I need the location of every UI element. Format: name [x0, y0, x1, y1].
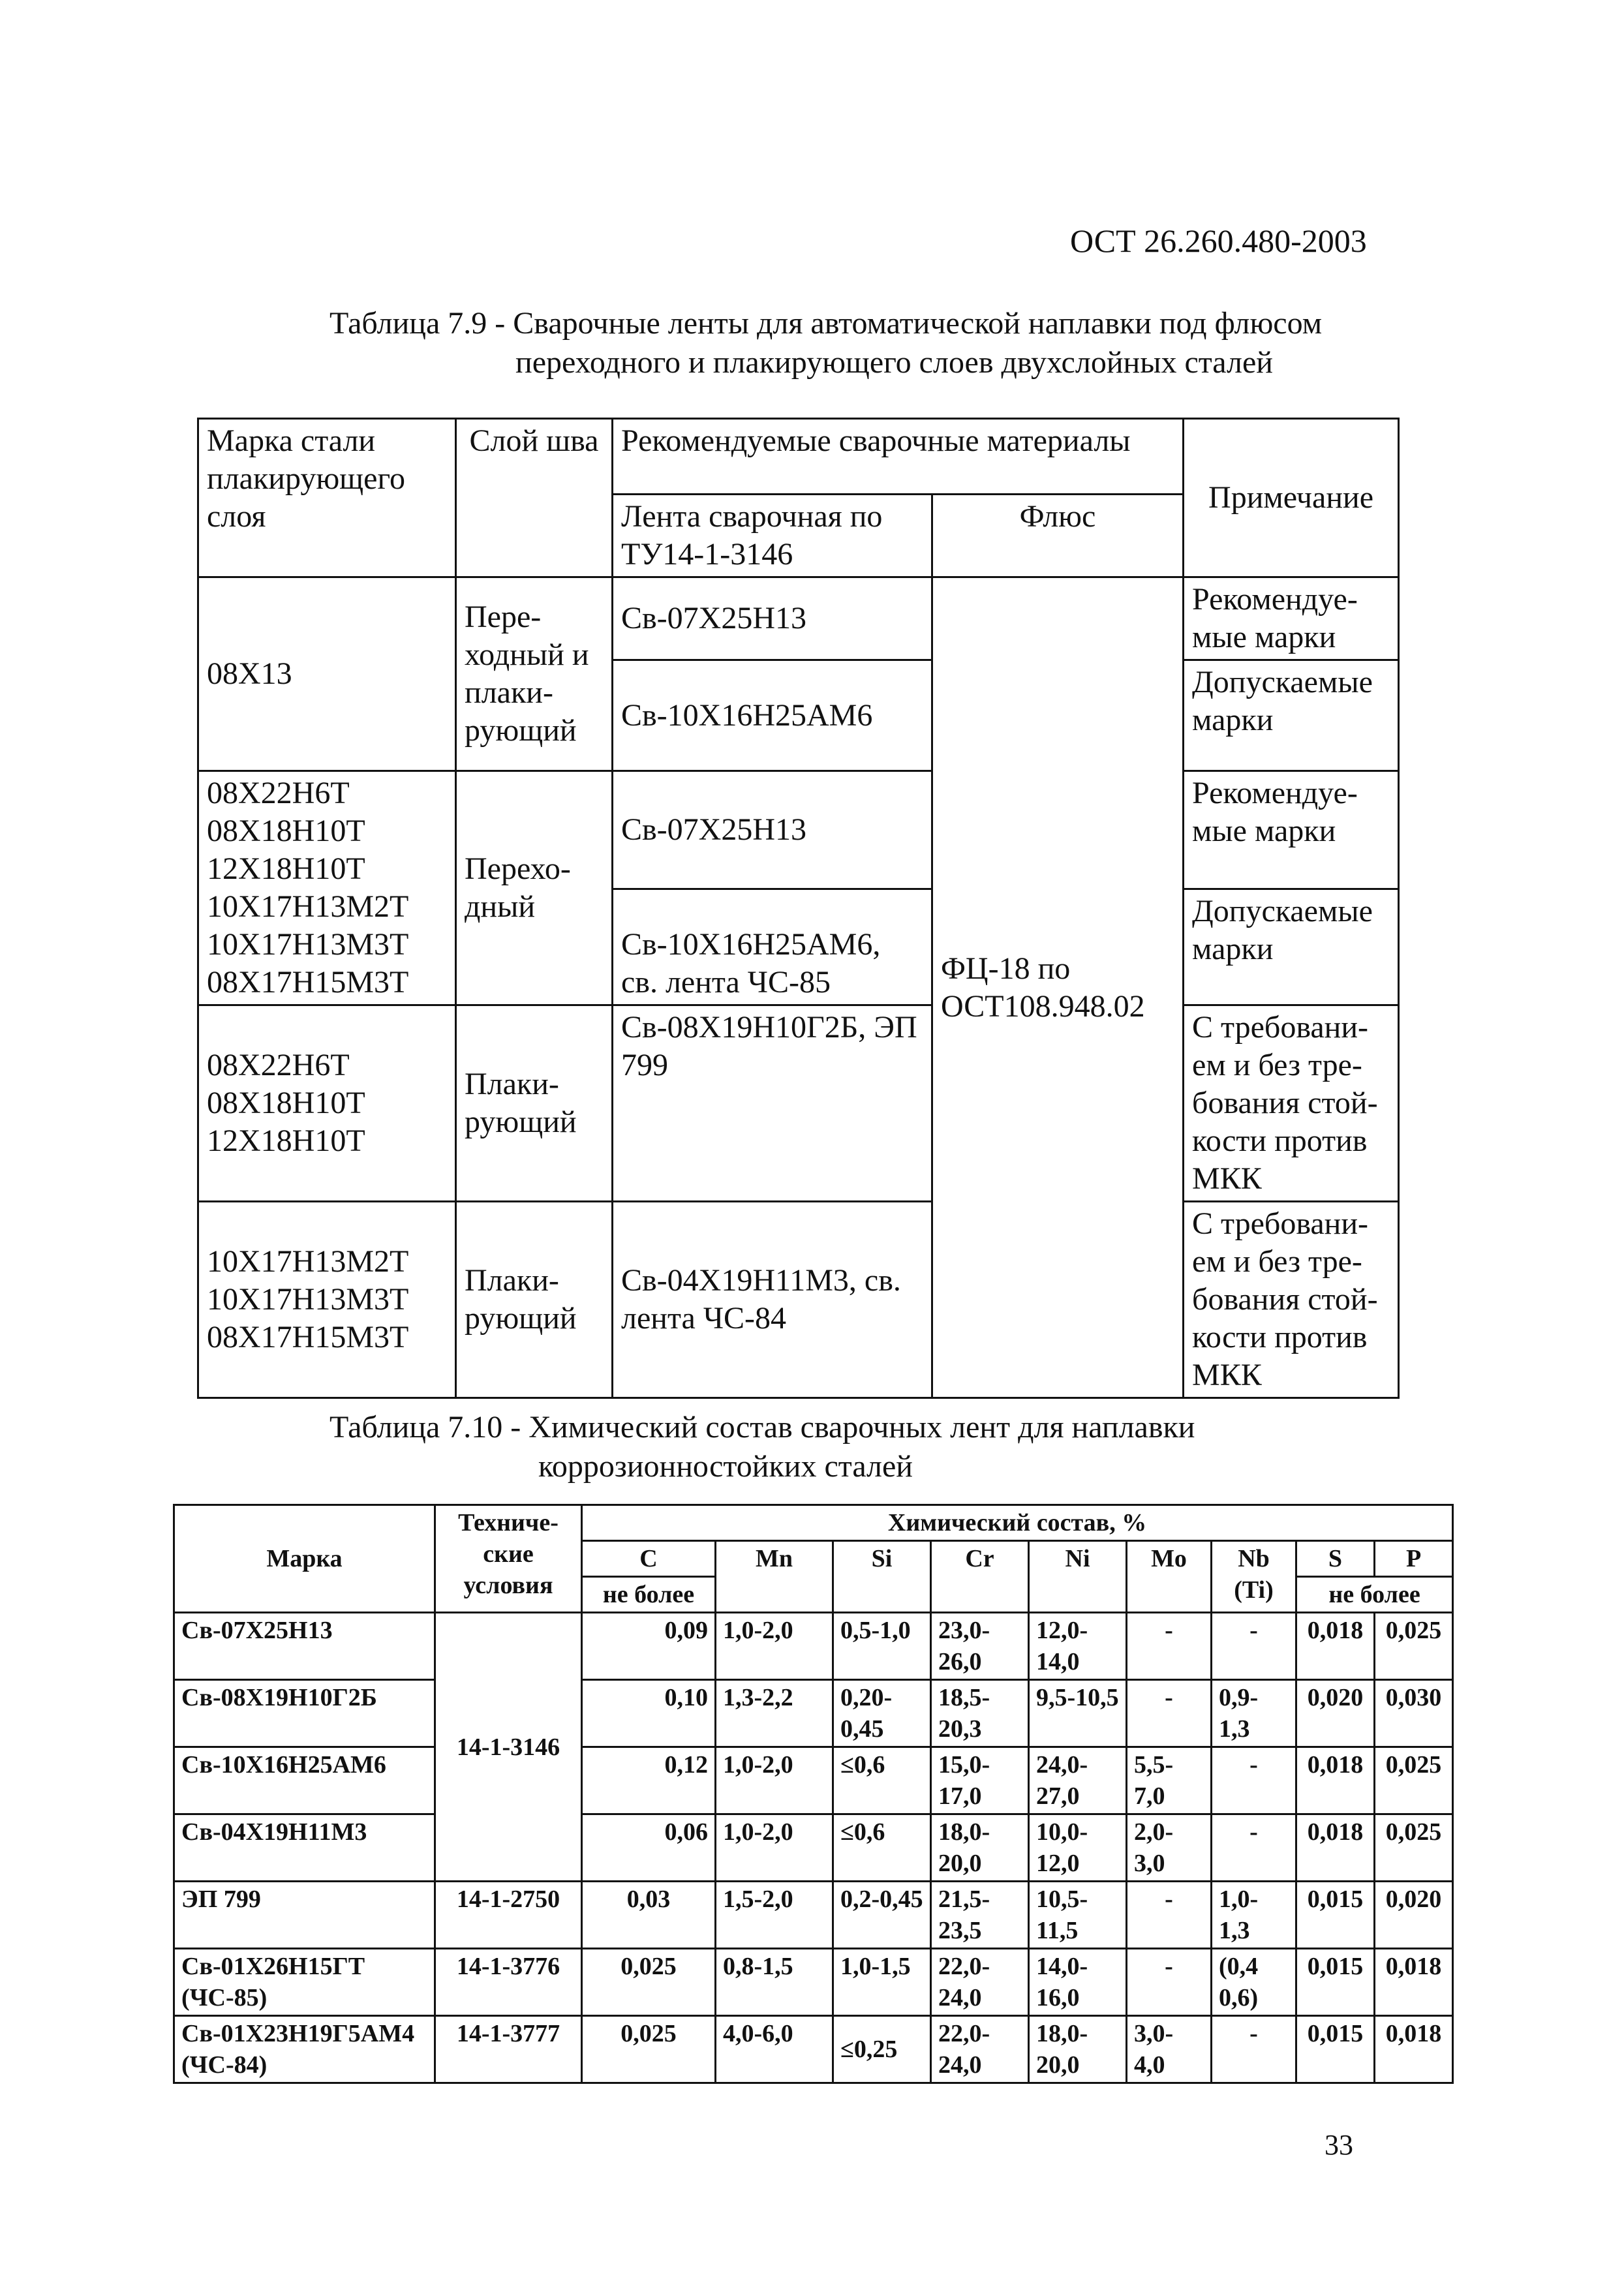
- th-col: Ni: [1029, 1541, 1127, 1613]
- row-si: ≤0,25: [833, 2016, 931, 2083]
- row-si: ≤0,6: [833, 1814, 931, 1882]
- row-mo: -: [1127, 1613, 1212, 1680]
- th-chem: Химический состав, %: [582, 1505, 1453, 1541]
- th-col: Si: [833, 1541, 931, 1613]
- note-cell: Допускаемые марки: [1184, 660, 1399, 771]
- row-si: 0,2-0,45: [833, 1882, 931, 1949]
- tape-cell: Св-04Х19Н11М3, св. лента ЧС-84: [613, 1202, 932, 1398]
- th-note: Примечание: [1184, 419, 1399, 577]
- row-mo: 2,0-3,0: [1127, 1814, 1212, 1882]
- th-materials: Рекомендуемые сварочные материалы: [613, 419, 1184, 495]
- flux-cell: ФЦ-18 по ОСТ108.948.02: [932, 577, 1184, 1398]
- row-mn: 4,0-6,0: [716, 2016, 833, 2083]
- row-p: 0,025: [1375, 1613, 1453, 1680]
- row-si: ≤0,6: [833, 1747, 931, 1814]
- row-mo: 3,0-4,0: [1127, 2016, 1212, 2083]
- row-si: 1,0-1,5: [833, 1949, 931, 2016]
- row-mo: -: [1127, 1949, 1212, 2016]
- row-ni: 9,5-10,5: [1029, 1680, 1127, 1747]
- row-mo: -: [1127, 1882, 1212, 1949]
- steel-cell: 08Х22Н6Т 08Х18Н10Т 12Х18Н10Т: [198, 1005, 456, 1202]
- row-cr: 18,0-20,0: [931, 1814, 1029, 1882]
- row-c: 0,10: [582, 1680, 716, 1747]
- chemical-composition-table: [173, 1504, 1454, 2084]
- row-cr: 21,5-23,5: [931, 1882, 1029, 1949]
- row-s: 0,018: [1296, 1747, 1375, 1814]
- row-mark: Св-10Х16Н25АМ6: [174, 1747, 435, 1814]
- tape-cell: Св-07Х25Н13: [613, 577, 932, 660]
- th-col: Cr: [931, 1541, 1029, 1613]
- th-steel: Марка стали плакирующего слоя: [198, 419, 456, 577]
- row-s: 0,015: [1296, 1882, 1375, 1949]
- th-flux: Флюс: [932, 495, 1184, 577]
- th-sp-note: не более: [1296, 1577, 1453, 1613]
- row-mo: -: [1127, 1680, 1212, 1747]
- row-c: 0,09: [582, 1613, 716, 1680]
- row-ni: 10,0-12,0: [1029, 1814, 1127, 1882]
- row-nb: 0,9-1,3: [1212, 1680, 1296, 1747]
- th-col: S: [1296, 1541, 1375, 1577]
- steel-cell: 10Х17Н13М2Т 10Х17Н13М3Т 08Х17Н15М3Т: [198, 1202, 456, 1398]
- row-mark: Св-01Х23Н19Г5АМ4 (ЧС-84): [174, 2016, 435, 2083]
- row-nb: 1,0-1,3: [1212, 1882, 1296, 1949]
- steel-cell: 08Х22Н6Т 08Х18Н10Т 12Х18Н10Т 10Х17Н13М2Т 10Х17Н13М3Т 08Х17Н15М3Т: [198, 771, 456, 1005]
- row-mark: Св-07Х25Н13: [174, 1613, 435, 1680]
- row-p: 0,025: [1375, 1747, 1453, 1814]
- row-mn: 1,5-2,0: [716, 1882, 833, 1949]
- row-mn: 1,3-2,2: [716, 1680, 833, 1747]
- th-col: Nb (Ti): [1212, 1541, 1296, 1613]
- row-s: 0,015: [1296, 2016, 1375, 2083]
- layer-cell: Плаки-рующий: [456, 1005, 613, 1202]
- th-c-note: не более: [582, 1577, 716, 1613]
- row-s: 0,018: [1296, 1814, 1375, 1882]
- row-mn: 1,0-2,0: [716, 1613, 833, 1680]
- row-c: 0,12: [582, 1747, 716, 1814]
- row-nb: -: [1212, 1747, 1296, 1814]
- row-mn: 0,8-1,5: [716, 1949, 833, 2016]
- layer-cell: Пере-ходный и плаки-рующий: [456, 577, 613, 771]
- th-col: C: [582, 1541, 716, 1577]
- row-p: 0,030: [1375, 1680, 1453, 1747]
- row-c: 0,025: [582, 2016, 716, 2083]
- table2-caption: Таблица 7.10 - Химический состав сварочных лент для наплавки: [329, 1410, 1195, 1444]
- th-col: Mo: [1127, 1541, 1212, 1613]
- row-cr: 23,0-26,0: [931, 1613, 1029, 1680]
- row-nb: -: [1212, 2016, 1296, 2083]
- row-p: 0,020: [1375, 1882, 1453, 1949]
- table1-caption-cont: переходного и плакирующего слоев двухслойных сталей: [515, 345, 1273, 380]
- table2-caption-cont: коррозионностойких сталей: [538, 1449, 913, 1484]
- tape-cell: Св-10Х16Н25АМ6, св. лента ЧС-85: [613, 889, 932, 1005]
- row-s: 0,018: [1296, 1613, 1375, 1680]
- row-cr: 15,0-17,0: [931, 1747, 1029, 1814]
- row-nb: -: [1212, 1814, 1296, 1882]
- row-nb: -: [1212, 1613, 1296, 1680]
- row-tech: 14-1-3776: [435, 1949, 582, 2016]
- tape-cell: Св-08Х19Н10Г2Б, ЭП 799: [613, 1005, 932, 1202]
- row-tech: 14-1-3146: [435, 1613, 582, 1882]
- row-p: 0,018: [1375, 2016, 1453, 2083]
- row-tech: 14-1-3777: [435, 2016, 582, 2083]
- th-layer: Слой шва: [456, 419, 613, 577]
- row-si: 0,20-0,45: [833, 1680, 931, 1747]
- row-mn: 1,0-2,0: [716, 1747, 833, 1814]
- note-cell: Рекомендуе-мые марки: [1184, 577, 1399, 660]
- row-s: 0,020: [1296, 1680, 1375, 1747]
- row-s: 0,015: [1296, 1949, 1375, 2016]
- th-col: P: [1375, 1541, 1453, 1577]
- page-number: 33: [1325, 2129, 1353, 2161]
- row-tech: 14-1-2750: [435, 1882, 582, 1949]
- table1-caption: Таблица 7.9 - Сварочные ленты для автоматической наплавки под флюсом: [329, 306, 1323, 341]
- row-cr: 18,5-20,3: [931, 1680, 1029, 1747]
- row-ni: 14,0-16,0: [1029, 1949, 1127, 2016]
- steel-cell: 08Х13: [198, 577, 456, 771]
- row-mark: Св-08Х19Н10Г2Б: [174, 1680, 435, 1747]
- row-mo: 5,5-7,0: [1127, 1747, 1212, 1814]
- document-code: ОСТ 26.260.480-2003: [1070, 222, 1367, 259]
- row-mark: Св-01Х26Н15ГТ (ЧС-85): [174, 1949, 435, 2016]
- row-c: 0,06: [582, 1814, 716, 1882]
- row-si: 0,5-1,0: [833, 1613, 931, 1680]
- tape-cell: Св-07Х25Н13: [613, 771, 932, 889]
- welding-tapes-table: [197, 418, 1400, 1399]
- row-c: 0,025: [582, 1949, 716, 2016]
- row-cr: 22,0-24,0: [931, 1949, 1029, 2016]
- note-cell: С требовани-ем и без тре-бования стой-кости против МКК: [1184, 1202, 1399, 1398]
- row-c: 0,03: [582, 1882, 716, 1949]
- th-tech: Техниче-ские условия: [435, 1505, 582, 1613]
- row-mark: Св-04Х19Н11М3: [174, 1814, 435, 1882]
- th-tape: Лента сварочная по ТУ14-1-3146: [613, 495, 932, 577]
- th-col: Mn: [716, 1541, 833, 1613]
- row-ni: 18,0-20,0: [1029, 2016, 1127, 2083]
- note-cell: Допускаемые марки: [1184, 889, 1399, 1005]
- row-ni: 10,5-11,5: [1029, 1882, 1127, 1949]
- layer-cell: Плаки-рующий: [456, 1202, 613, 1398]
- note-cell: С требовани-ем и без тре-бования стой-кости против МКК: [1184, 1005, 1399, 1202]
- tape-cell: Св-10Х16Н25АМ6: [613, 660, 932, 771]
- row-nb: (0,4 0,6): [1212, 1949, 1296, 2016]
- th-mark: Марка: [174, 1505, 435, 1613]
- row-p: 0,025: [1375, 1814, 1453, 1882]
- row-p: 0,018: [1375, 1949, 1453, 2016]
- row-mn: 1,0-2,0: [716, 1814, 833, 1882]
- row-ni: 12,0-14,0: [1029, 1613, 1127, 1680]
- row-mark: ЭП 799: [174, 1882, 435, 1949]
- row-ni: 24,0-27,0: [1029, 1747, 1127, 1814]
- note-cell: Рекомендуе-мые марки: [1184, 771, 1399, 889]
- row-cr: 22,0-24,0: [931, 2016, 1029, 2083]
- layer-cell: Перехо-дный: [456, 771, 613, 1005]
